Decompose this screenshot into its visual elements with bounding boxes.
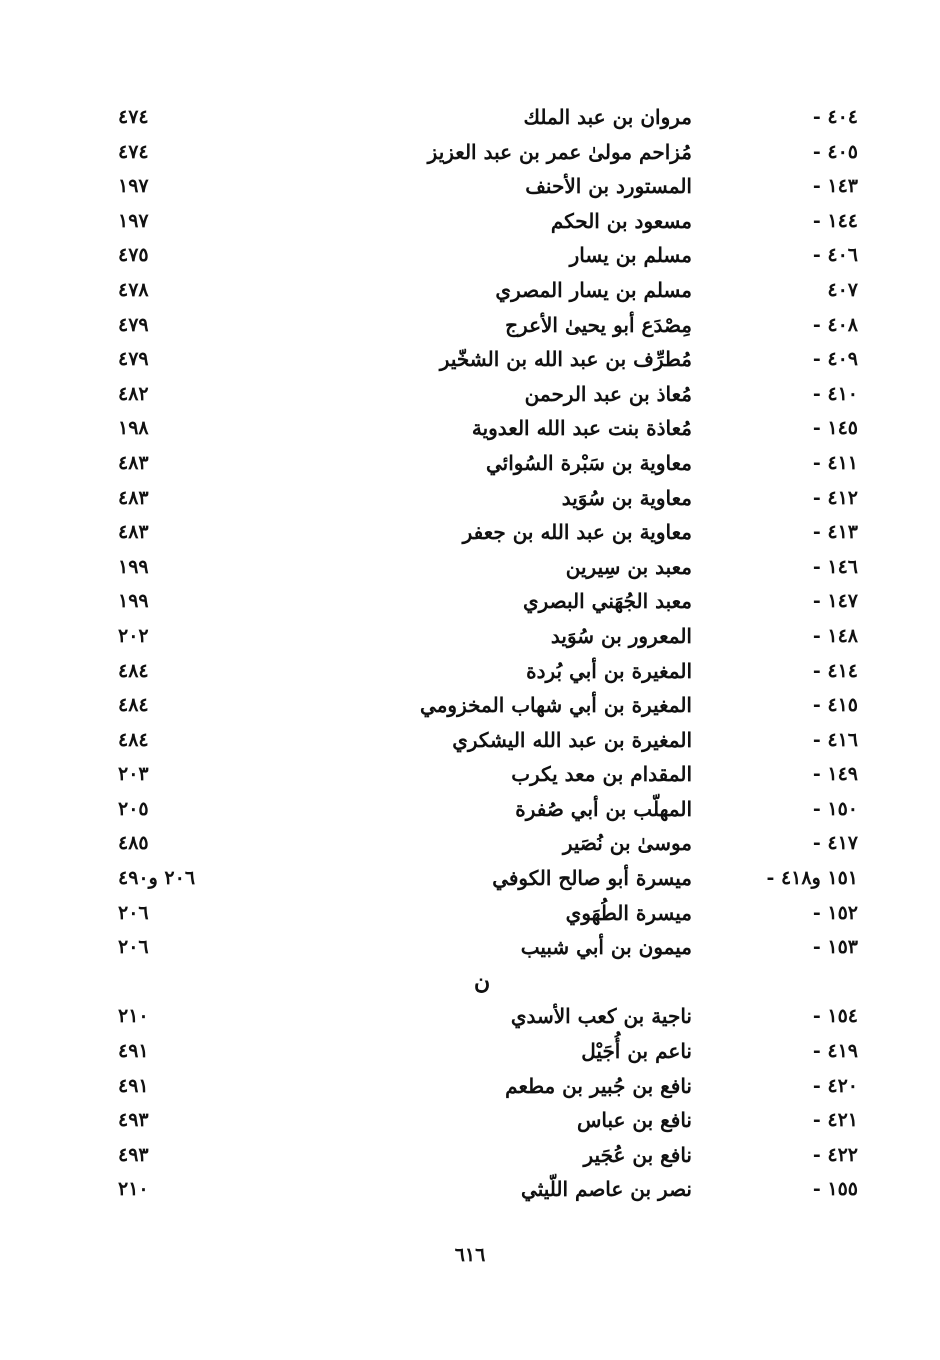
entry-name: المغيرة بن أبي بُردة [526, 658, 692, 683]
index-entry [0, 688, 940, 723]
entry-name: نافع بن جُبير بن مطعم [505, 1073, 692, 1098]
entry-page-ref: ٢٠٥ [118, 797, 149, 820]
entry-number: ٤٠٦ - [812, 244, 858, 267]
entry-page-ref: ٤٧٤ [118, 106, 149, 128]
index-entry [0, 930, 940, 965]
entry-number: ٤٠٧ [827, 278, 858, 301]
entry-page-ref: ٤٧٩ [118, 348, 149, 371]
entry-page-ref: ٤٨٥ [118, 832, 149, 855]
index-entry [0, 204, 940, 239]
section-letter: ن [474, 968, 491, 995]
entry-page-ref: ٤٧٩ [118, 313, 149, 336]
entry-page-ref: ٤٨٣ [118, 486, 149, 509]
entry-name: مروان بن عبد الملك [523, 105, 692, 129]
entry-number: ٤٠٩ - [812, 348, 858, 371]
index-entry [0, 584, 940, 619]
index-entry [0, 411, 940, 446]
entry-name: مسلم بن يسار المصري [495, 277, 692, 302]
entry-number: ٤١٦ - [812, 728, 858, 751]
index-entry [0, 654, 940, 689]
entry-number: ٤١٩ - [812, 1040, 858, 1063]
entry-page-ref: ٤٨٢ [118, 382, 149, 405]
entry-name: مِصْدَع أبو يحيىٰ الأعرج [505, 312, 692, 337]
index-entry [0, 169, 940, 204]
entry-page-ref: ٤٩١ [118, 1040, 149, 1063]
index-entry [0, 619, 940, 654]
entry-page-ref: ٤٨٤ [118, 659, 149, 682]
entry-page-ref: ٢٠٦ [118, 936, 149, 959]
index-entry [0, 238, 940, 273]
entry-name: المعرور بن سُوَيد [550, 623, 692, 648]
entry-number: ١٥٤ - [812, 1005, 858, 1028]
entry-number: ١٥٥ - [812, 1178, 858, 1201]
entry-page-ref: ٤٧٤ [118, 140, 149, 163]
entry-name: مُعاذ بن عبد الرحمن [524, 381, 692, 406]
entry-number: ١٥٣ - [812, 936, 858, 959]
entry-number: ٤١١ - [812, 451, 858, 474]
entry-name: نافع بن عُجَير [583, 1142, 692, 1167]
entry-page-ref: ٤٨٣ [118, 521, 149, 544]
entry-name: مُطرِّف بن عبد الله بن الشخّير [439, 347, 692, 372]
entry-number: ٤٢٢ - [812, 1143, 858, 1166]
entry-name: نصر بن عاصم اللّيثي [521, 1177, 692, 1202]
entry-page-ref: ٢٠٢ [118, 624, 149, 647]
entry-page-ref: ٢٠٦ [118, 901, 149, 924]
entry-number: ١٥٢ - [812, 901, 858, 924]
index-entry [0, 550, 940, 585]
page-number: ٦١٦ [454, 1244, 486, 1266]
entry-number: ٤١٥ - [812, 694, 858, 717]
index-entry [0, 273, 940, 308]
index-entry [0, 308, 940, 343]
entry-number: ١٥١ و٤١٨ - [766, 867, 858, 890]
entry-number: ٤١٠ - [812, 382, 858, 405]
index-entry [0, 896, 940, 931]
entry-page-ref: ١٩٩ [118, 555, 149, 578]
entry-page-ref: ٤٩٣ [118, 1143, 149, 1166]
entry-name: موسىٰ بن نُصَير [562, 831, 692, 856]
index-entry [0, 1069, 940, 1104]
entry-name: مسلم بن يسار [569, 243, 692, 268]
entry-number: ٤١٧ - [812, 832, 858, 855]
entry-number: ١٤٦ - [812, 555, 858, 578]
index-entry [0, 1034, 940, 1069]
index-entry [0, 723, 940, 758]
entry-page-ref: ١٩٧ [118, 209, 149, 232]
index-entry [0, 342, 940, 377]
entry-page-ref: ١٩٧ [118, 175, 149, 198]
biography-index-list [0, 100, 940, 1207]
entry-name: مُعاذة بنت عبد الله العدوية [471, 416, 692, 441]
index-entry [0, 135, 940, 170]
entry-page-ref: ٤٨٣ [118, 451, 149, 474]
entry-page-ref: ٤٩١ [118, 1074, 149, 1097]
entry-page-ref: ٤٨٤ [118, 728, 149, 751]
index-entry [0, 999, 940, 1034]
entry-page-ref: ٢١٠ [118, 1178, 149, 1201]
entry-name: معاوية بن سُوَيد [561, 485, 692, 510]
entry-number: ١٤٥ - [812, 417, 858, 440]
entry-page-ref: ٤٨٤ [118, 694, 149, 717]
index-entry [0, 757, 940, 792]
entry-page-ref: ١٩٨ [118, 417, 149, 440]
entry-name: مسعود بن الحكم [550, 208, 692, 233]
entry-name: ميسرة أبو صالح الكوفي [492, 866, 692, 891]
entry-number: ٤١٢ - [812, 486, 858, 509]
index-entry [0, 792, 940, 827]
section-heading-row [0, 965, 940, 1000]
entry-number: ٤١٣ - [812, 521, 858, 544]
entry-name: معاوية بن سَبْرة السُوائي [485, 450, 692, 475]
entry-number: ١٤٤ - [812, 209, 858, 232]
entry-number: ٤١٤ - [812, 659, 858, 682]
entry-name: ناعم بن أُجَيْل [581, 1039, 692, 1064]
entry-name: ميمون بن أبي شبيب [520, 935, 692, 960]
entry-name: المستورد بن الأحنف [525, 174, 692, 199]
entry-number: ٤٠٤ - [812, 106, 858, 128]
index-entry [0, 377, 940, 412]
index-entry [0, 446, 940, 481]
index-entry [0, 481, 940, 516]
entry-page-ref: ٤٧٥ [118, 244, 149, 267]
index-entry [0, 100, 940, 135]
entry-number: ١٤٣ - [812, 175, 858, 198]
entry-page-ref: ٤٧٨ [118, 278, 149, 301]
entry-page-ref: ١٩٩ [118, 590, 149, 613]
entry-page-ref: ٢١٠ [118, 1005, 149, 1028]
index-entry [0, 1103, 940, 1138]
index-entry [0, 1172, 940, 1207]
entry-page-ref: ٤٩٣ [118, 1109, 149, 1132]
entry-name: معاوية بن عبد الله بن جعفر [462, 520, 692, 545]
entry-name: المهلّب بن أبي صُفرة [515, 796, 692, 821]
entry-name: معبد الجُهَني البصري [522, 589, 692, 614]
index-entry [0, 861, 940, 896]
entry-number: ١٤٩ - [812, 763, 858, 786]
entry-number: ٤٠٨ - [812, 313, 858, 336]
entry-page-ref: ٢٠٣ [118, 763, 149, 786]
entry-name: المغيرة بن عبد الله اليشكري [452, 727, 692, 752]
entry-name: نافع بن عباس [576, 1108, 692, 1133]
entry-name: معبد بن سِيرين [565, 554, 692, 579]
entry-name: مُزاحم مولىٰ عمر بن عبد العزيز [427, 139, 692, 164]
entry-number: ٤٢٠ - [812, 1074, 858, 1097]
entry-number: ٤٠٥ - [812, 140, 858, 163]
entry-name: المغيرة بن أبي شهاب المخزومي [420, 693, 692, 718]
index-entry [0, 826, 940, 861]
entry-name: ميسرة الطُهَوي [565, 900, 692, 925]
index-entry [0, 1138, 940, 1173]
entry-name: المقدام بن معد يكرب [511, 762, 692, 787]
entry-page-ref: ٢٠٦ و٤٩٠ [118, 867, 196, 890]
entry-number: ١٤٧ - [812, 590, 858, 613]
entry-number: ١٥٠ - [812, 797, 858, 820]
index-entry [0, 515, 940, 550]
entry-name: ناجية بن كعب الأسدي [510, 1004, 692, 1029]
entry-number: ١٤٨ - [812, 624, 858, 647]
entry-number: ٤٢١ - [812, 1109, 858, 1132]
